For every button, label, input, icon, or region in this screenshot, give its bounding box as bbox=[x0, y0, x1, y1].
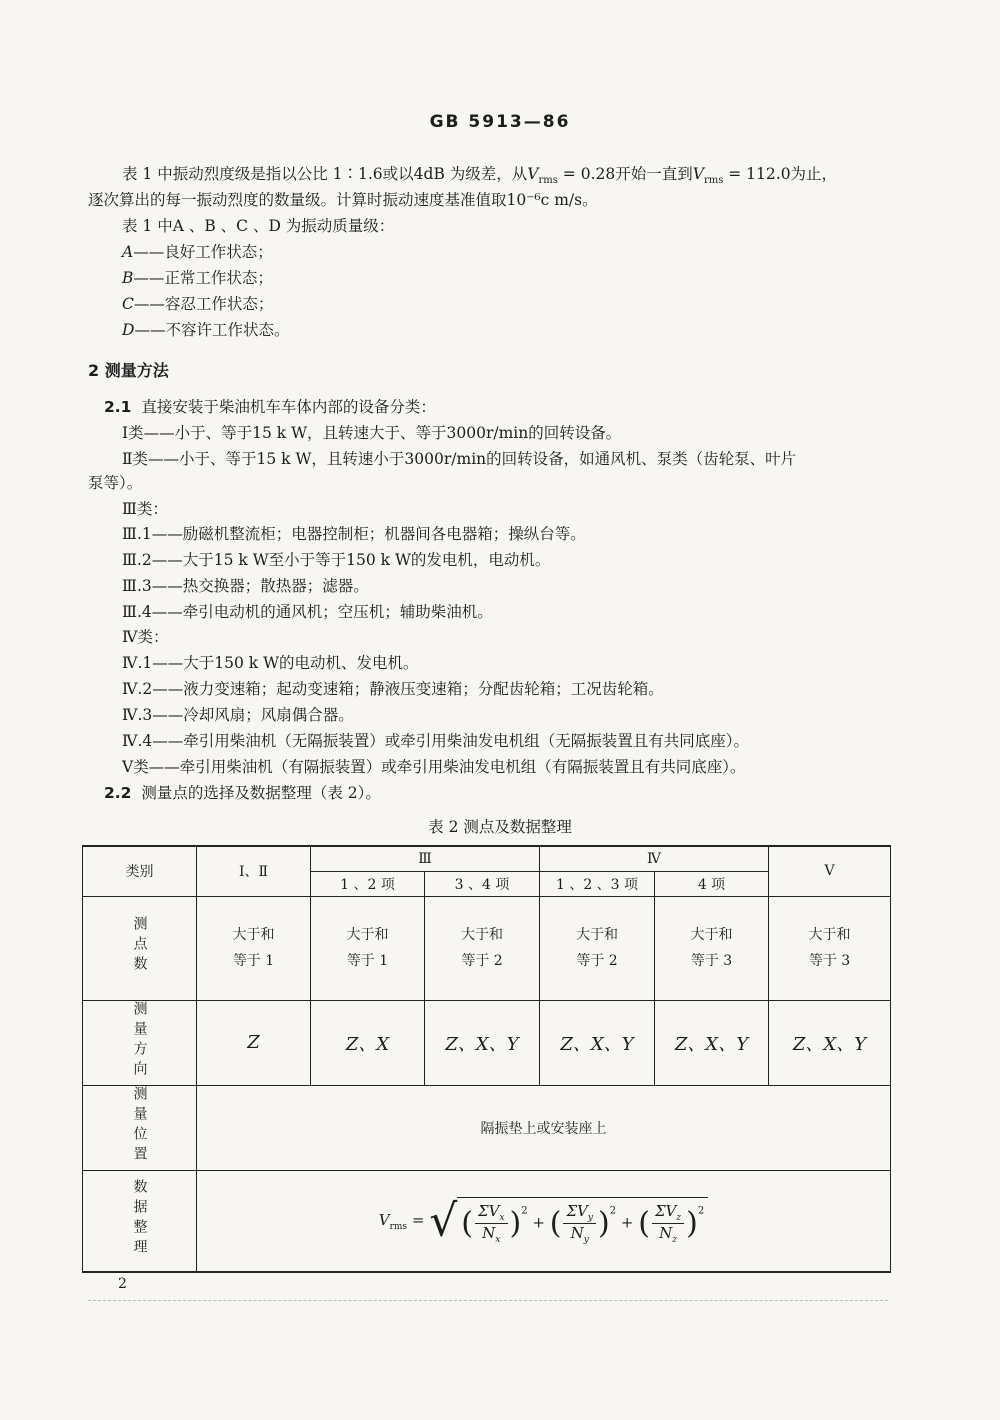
class-3-4: Ⅲ.4——牵引电动机的通风机；空压机；辅助柴油机。 bbox=[122, 603, 493, 621]
class-3-title: Ⅲ类： bbox=[122, 500, 168, 518]
class-3-1: Ⅲ.1——励磁机整流柜；电器控制柜；机器间各电器箱；操纵台等。 bbox=[122, 525, 586, 543]
grade-d: D——不容许工作状态。 bbox=[122, 321, 290, 339]
header-class-3-items-1-2: 1 、2 项 bbox=[311, 871, 425, 896]
row-data-processing bbox=[83, 1170, 891, 1272]
footer-divider bbox=[88, 1300, 888, 1301]
header-category: 类别 bbox=[83, 846, 197, 896]
class-2-line: Ⅱ类——小于、等于15 k W，且转速小于3000r/min的回转设备，如通风机、泵类（齿轮泵、叶片 bbox=[122, 450, 797, 468]
points-class-4b: 大于和 等于 3 bbox=[655, 896, 769, 1000]
class-3-3: Ⅲ.3——热交换器；散热器；滤器。 bbox=[122, 577, 369, 595]
class-4-1: Ⅳ.1——大于150 k W的电动机、发电机。 bbox=[122, 654, 419, 672]
dir-class-4b: Z、X、Y bbox=[655, 1000, 769, 1085]
label-measure-points: 测点数 bbox=[83, 896, 197, 1000]
standard-code-header: GB 5913—86 bbox=[429, 112, 571, 132]
points-class-5: 大于和 等于 3 bbox=[769, 896, 891, 1000]
page-number: 2 bbox=[118, 1276, 127, 1292]
points-class-1-2: 大于和 等于 1 bbox=[197, 896, 311, 1000]
header-class-5: Ⅴ bbox=[769, 846, 891, 896]
class-4-2: Ⅳ.2——液力变速箱；起动变速箱；静液压变速箱；分配齿轮箱；工况齿轮箱。 bbox=[122, 680, 664, 698]
points-class-3a: 大于和 等于 1 bbox=[311, 896, 425, 1000]
class-5-line: Ⅴ类——牵引用柴油机（有隔振装置）或牵引用柴油发电机组（有隔振装置且有共同底座）。 bbox=[122, 758, 746, 776]
dir-class-3a: Z、X bbox=[311, 1000, 425, 1085]
class-1-line: Ⅰ类——小于、等于15 k W，且转速大于、等于3000r/min的回转设备。 bbox=[122, 424, 622, 442]
class-3-2: Ⅲ.2——大于15 k W至小于等于150 k W的发电机，电动机。 bbox=[122, 551, 551, 569]
measure-position-value: 隔振垫上或安装座上 bbox=[197, 1085, 891, 1170]
header-class-4-item-4: 4 项 bbox=[655, 871, 769, 896]
label-measure-direction: 测量方向 bbox=[83, 1000, 197, 1085]
dir-class-1-2: Z bbox=[197, 1000, 311, 1085]
row-measure-points bbox=[83, 896, 891, 1000]
section-2-2: 2.2 测量点的选择及数据整理（表 2）。 bbox=[104, 784, 381, 802]
table-2-caption: 表 2 测点及数据整理 bbox=[428, 818, 572, 836]
section-2-title: 2 测量方法 bbox=[88, 361, 169, 380]
class-4-title: Ⅳ类： bbox=[122, 628, 169, 646]
section-2-1: 2.1 直接安装于柴油机车车体内部的设备分类： bbox=[104, 398, 436, 416]
label-measure-position: 测量位置 bbox=[83, 1085, 197, 1170]
rms-formula: $V_{rms}$ = √ ( $\frac{\Sigma V_x}{N_x}$ )$^2$ + ( $\frac{\Sigma V_y}{N_y}$ )$^2$ + ( $\frac{\Sigma V_z}{N_z}$ )$^2$ bbox=[197, 1170, 891, 1272]
label-data-processing: 数据整理 bbox=[83, 1170, 197, 1272]
header-class-4-items-1-3: 1 、2 、3 项 bbox=[540, 871, 655, 896]
dir-class-3b: Z、X、Y bbox=[425, 1000, 540, 1085]
intro-paragraph-2: 逐次算出的每一振动烈度的数量级。计算时振动速度基准值取10⁻⁶c m/s。 bbox=[88, 191, 598, 209]
header-class-1-2: Ⅰ、Ⅱ bbox=[197, 846, 311, 896]
points-class-4a: 大于和 等于 2 bbox=[540, 896, 655, 1000]
row-measure-position bbox=[83, 1085, 891, 1170]
table-2 bbox=[82, 845, 891, 1273]
header-class-3-items-3-4: 3 、4 项 bbox=[425, 871, 540, 896]
dir-class-4a: Z、X、Y bbox=[540, 1000, 655, 1085]
grade-c: C——容忍工作状态； bbox=[122, 295, 274, 313]
row-measure-direction bbox=[83, 1000, 891, 1085]
class-4-3: Ⅳ.3——冷却风扇；风扇偶合器。 bbox=[122, 706, 354, 724]
header-class-4: Ⅳ bbox=[540, 846, 769, 871]
intro-paragraph-1: 表 1 中振动烈度级是指以公比 1∶1.6或以4dB 为级差，从$V_{rms} = 0.28$开始一直到$V_{rms} = 112.0$为止， bbox=[122, 165, 838, 187]
grade-a: A——良好工作状态； bbox=[122, 243, 273, 261]
sqrt-icon: √ bbox=[429, 1195, 458, 1247]
header-class-3: Ⅲ bbox=[311, 846, 540, 871]
class-2-line-cont: 泵等）。 bbox=[88, 474, 143, 492]
class-4-4: Ⅳ.4——牵引用柴油机（无隔振装置）或牵引用柴油发电机组（无隔振装置且有共同底座）。 bbox=[122, 732, 750, 750]
dir-class-5: Z、X、Y bbox=[769, 1000, 891, 1085]
points-class-3b: 大于和 等于 2 bbox=[425, 896, 540, 1000]
intro-paragraph-3: 表 1 中A 、B 、C 、D 为振动质量级： bbox=[122, 217, 395, 235]
grade-b: B——正常工作状态； bbox=[122, 269, 273, 287]
